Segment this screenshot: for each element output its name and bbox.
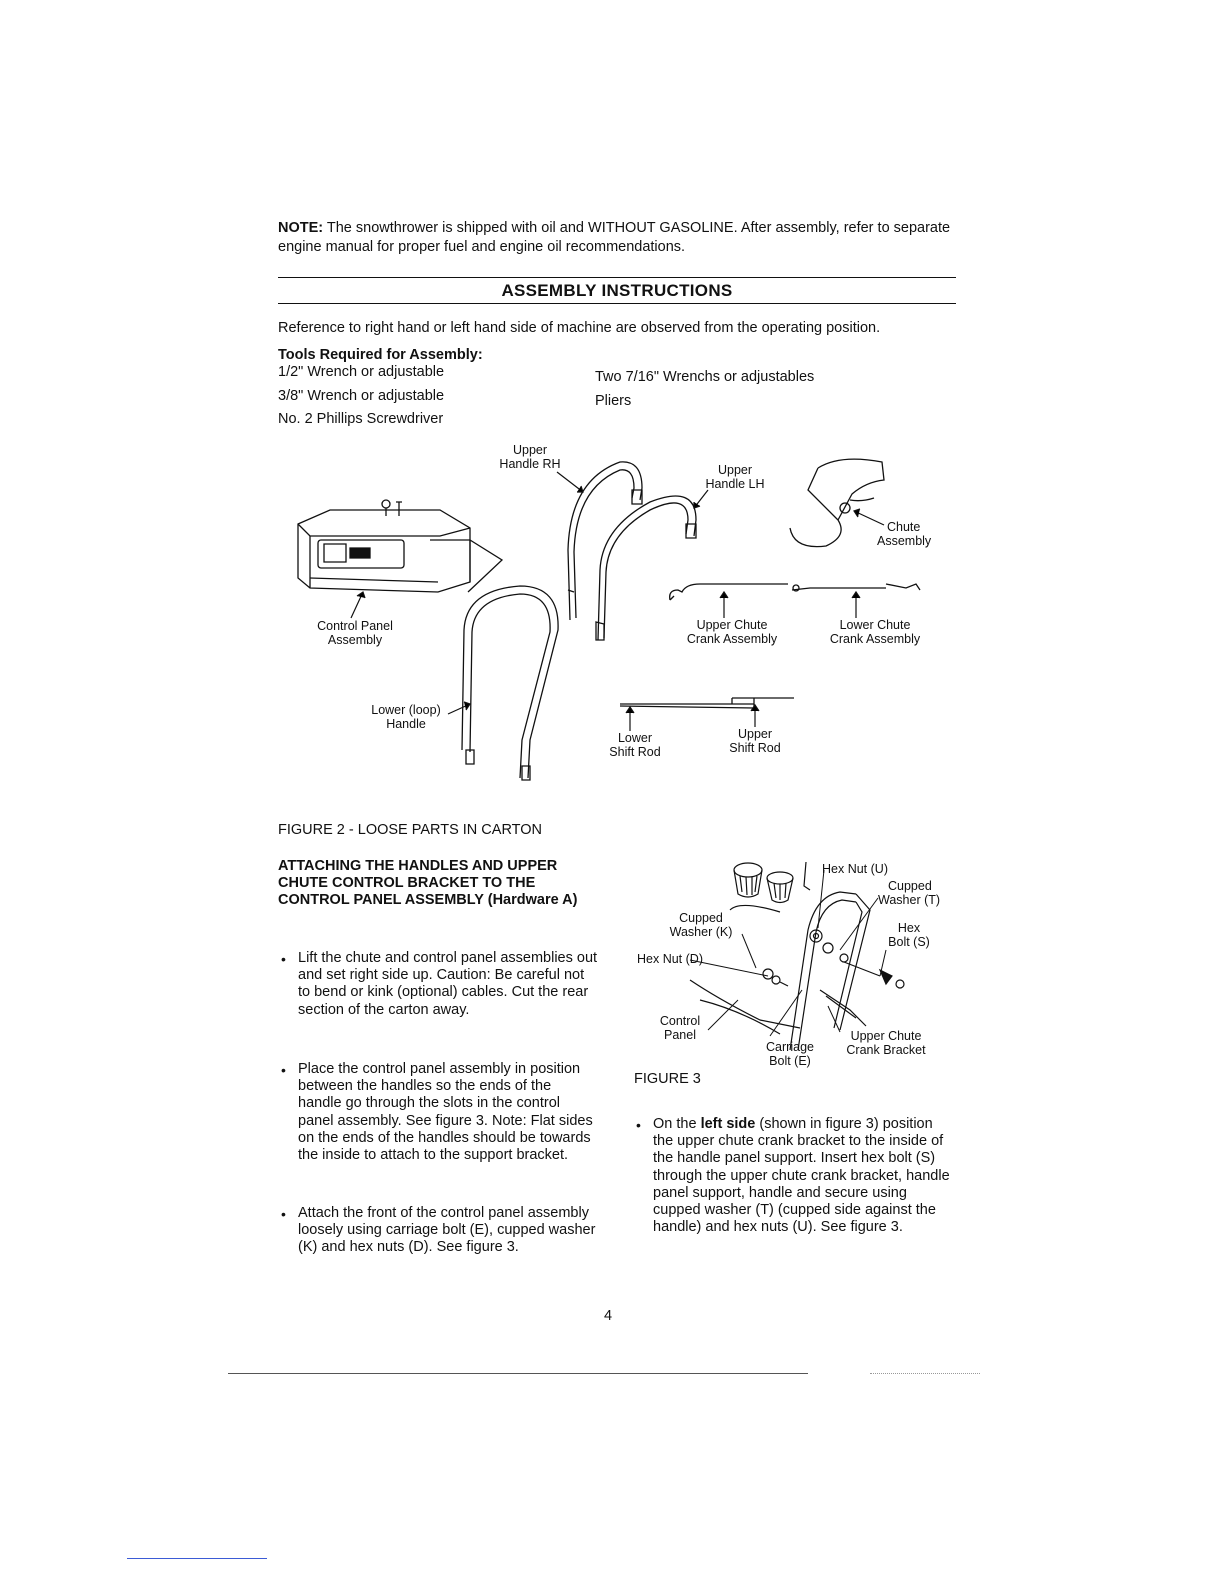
- tools-title: Tools Required for Assembly:: [278, 347, 483, 363]
- instruction-bullet-2: Place the control panel assembly in position between the handles so the ends of the handle go through the slots in the control panel assembly. See figure 3. Note: Flat sides on the ends of the handles should be towards the inside to attach to the support bracket.: [298, 1061, 593, 1164]
- figure-2-caption: FIGURE 2 - LOOSE PARTS IN CARTON: [278, 822, 543, 838]
- figure-3-leaders: [630, 850, 960, 1070]
- leader-lower-chute-crank: [850, 590, 862, 620]
- bullet-marker: •: [281, 1206, 286, 1222]
- reference-text: Reference to right hand or left hand side of machine are observed from the operating position.: [278, 320, 881, 336]
- note-text: The snowthrower is shipped with oil and WITHOUT GASOLINE. After assembly, refer to separate engine manual for proper fuel and engine oil recommendations.: [278, 220, 951, 255]
- shipping-note: [278, 219, 968, 257]
- tool-item: 3/8" Wrench or adjustable: [278, 388, 445, 404]
- instruction-bullet-left-side: On the left side (shown in figure 3) position the upper chute crank bracket to the inside of the handle panel support. Insert hex bolt (S) through the upper chute crank bracket, handle panel support, handle and secure using cupped washer (T) (cupped side against the handle) and hex nuts (U). See figure 3.: [653, 1116, 950, 1236]
- instruction-bullet-1: Lift the chute and control panel assemblies out and set right side up. Caution: Be careful not to bend or kink (optional) cables. Cut the rear section of the carton away.: [298, 950, 598, 1018]
- page-number: 4: [604, 1308, 613, 1324]
- label-upper-shift-rod: Upper Shift Rod: [729, 727, 781, 755]
- label-hex-nut-u: Hex Nut (U): [822, 862, 888, 876]
- leader-lower-shift-rod: [624, 705, 636, 733]
- label-upper-chute-crank: Upper Chute Crank Assembly: [686, 618, 778, 646]
- label-chute-assembly: Chute Assembly: [877, 520, 932, 548]
- label-cupped-washer-k: Cupped Washer (K): [669, 911, 733, 939]
- tool-item: No. 2 Phillips Screwdriver: [278, 411, 444, 427]
- label-control-panel: Control Panel: [659, 1014, 701, 1042]
- bullet-marker: •: [281, 951, 286, 967]
- label-upper-chute-crank-bracket: Upper Chute Crank Bracket: [846, 1029, 926, 1057]
- figure-3-caption: FIGURE 3: [634, 1071, 701, 1087]
- heading-rule-top: [278, 277, 956, 278]
- note-label: NOTE:: [278, 220, 324, 236]
- page-heading: ASSEMBLY INSTRUCTIONS: [501, 281, 733, 300]
- tool-item: Two 7/16" Wrenchs or adjustables: [595, 369, 815, 385]
- label-upper-handle-lh: Upper Handle LH: [705, 463, 765, 491]
- label-upper-handle-rh: Upper Handle RH: [499, 443, 561, 471]
- section-title: ATTACHING THE HANDLES AND UPPER CHUTE CONTROL BRACKET TO THE CONTROL PANEL ASSEMBLY (Hardware A): [278, 858, 578, 908]
- leader-upper-handle-lh: [690, 488, 720, 518]
- label-cupped-washer-t: Cupped Washer (T): [878, 879, 941, 907]
- label-lower-chute-crank: Lower Chute Crank Assembly: [829, 618, 921, 646]
- label-carriage-bolt: Carriage Bolt (E): [766, 1040, 814, 1068]
- scan-line-blue: [127, 1558, 267, 1559]
- label-hex-bolt-s: Hex Bolt (S): [888, 921, 930, 949]
- leader-upper-chute-crank: [718, 590, 730, 620]
- leader-lower-loop-handle: [446, 700, 476, 720]
- label-lower-shift-rod: Lower Shift Rod: [609, 731, 661, 759]
- bullet-marker: •: [281, 1062, 286, 1078]
- label-lower-loop-handle: Lower (loop) Handle: [371, 703, 441, 731]
- leader-chute-assembly: [850, 505, 890, 535]
- control-panel-assembly-drawing: [298, 500, 502, 592]
- leader-control-panel: [345, 588, 375, 622]
- instruction-bullet-3: Attach the front of the control panel assembly loosely using carriage bolt (E), cupped washer (K) and hex nuts (D). See figure 3.: [298, 1205, 596, 1256]
- lower-loop-handle-drawing: [462, 586, 558, 780]
- tool-item: 1/2" Wrench or adjustable: [278, 364, 445, 380]
- bullet-marker: •: [636, 1117, 641, 1133]
- scan-line: [228, 1373, 808, 1374]
- leader-upper-shift-rod: [749, 703, 761, 729]
- shift-rods-drawing: [620, 698, 794, 710]
- heading-rule-bottom: [278, 303, 956, 304]
- label-control-panel-assembly: Control Panel Assembly: [317, 619, 393, 647]
- scan-line: [870, 1373, 980, 1374]
- tool-item: Pliers: [595, 393, 632, 409]
- label-hex-nut-d: Hex Nut (D): [637, 952, 703, 966]
- leader-upper-handle-rh: [555, 470, 595, 500]
